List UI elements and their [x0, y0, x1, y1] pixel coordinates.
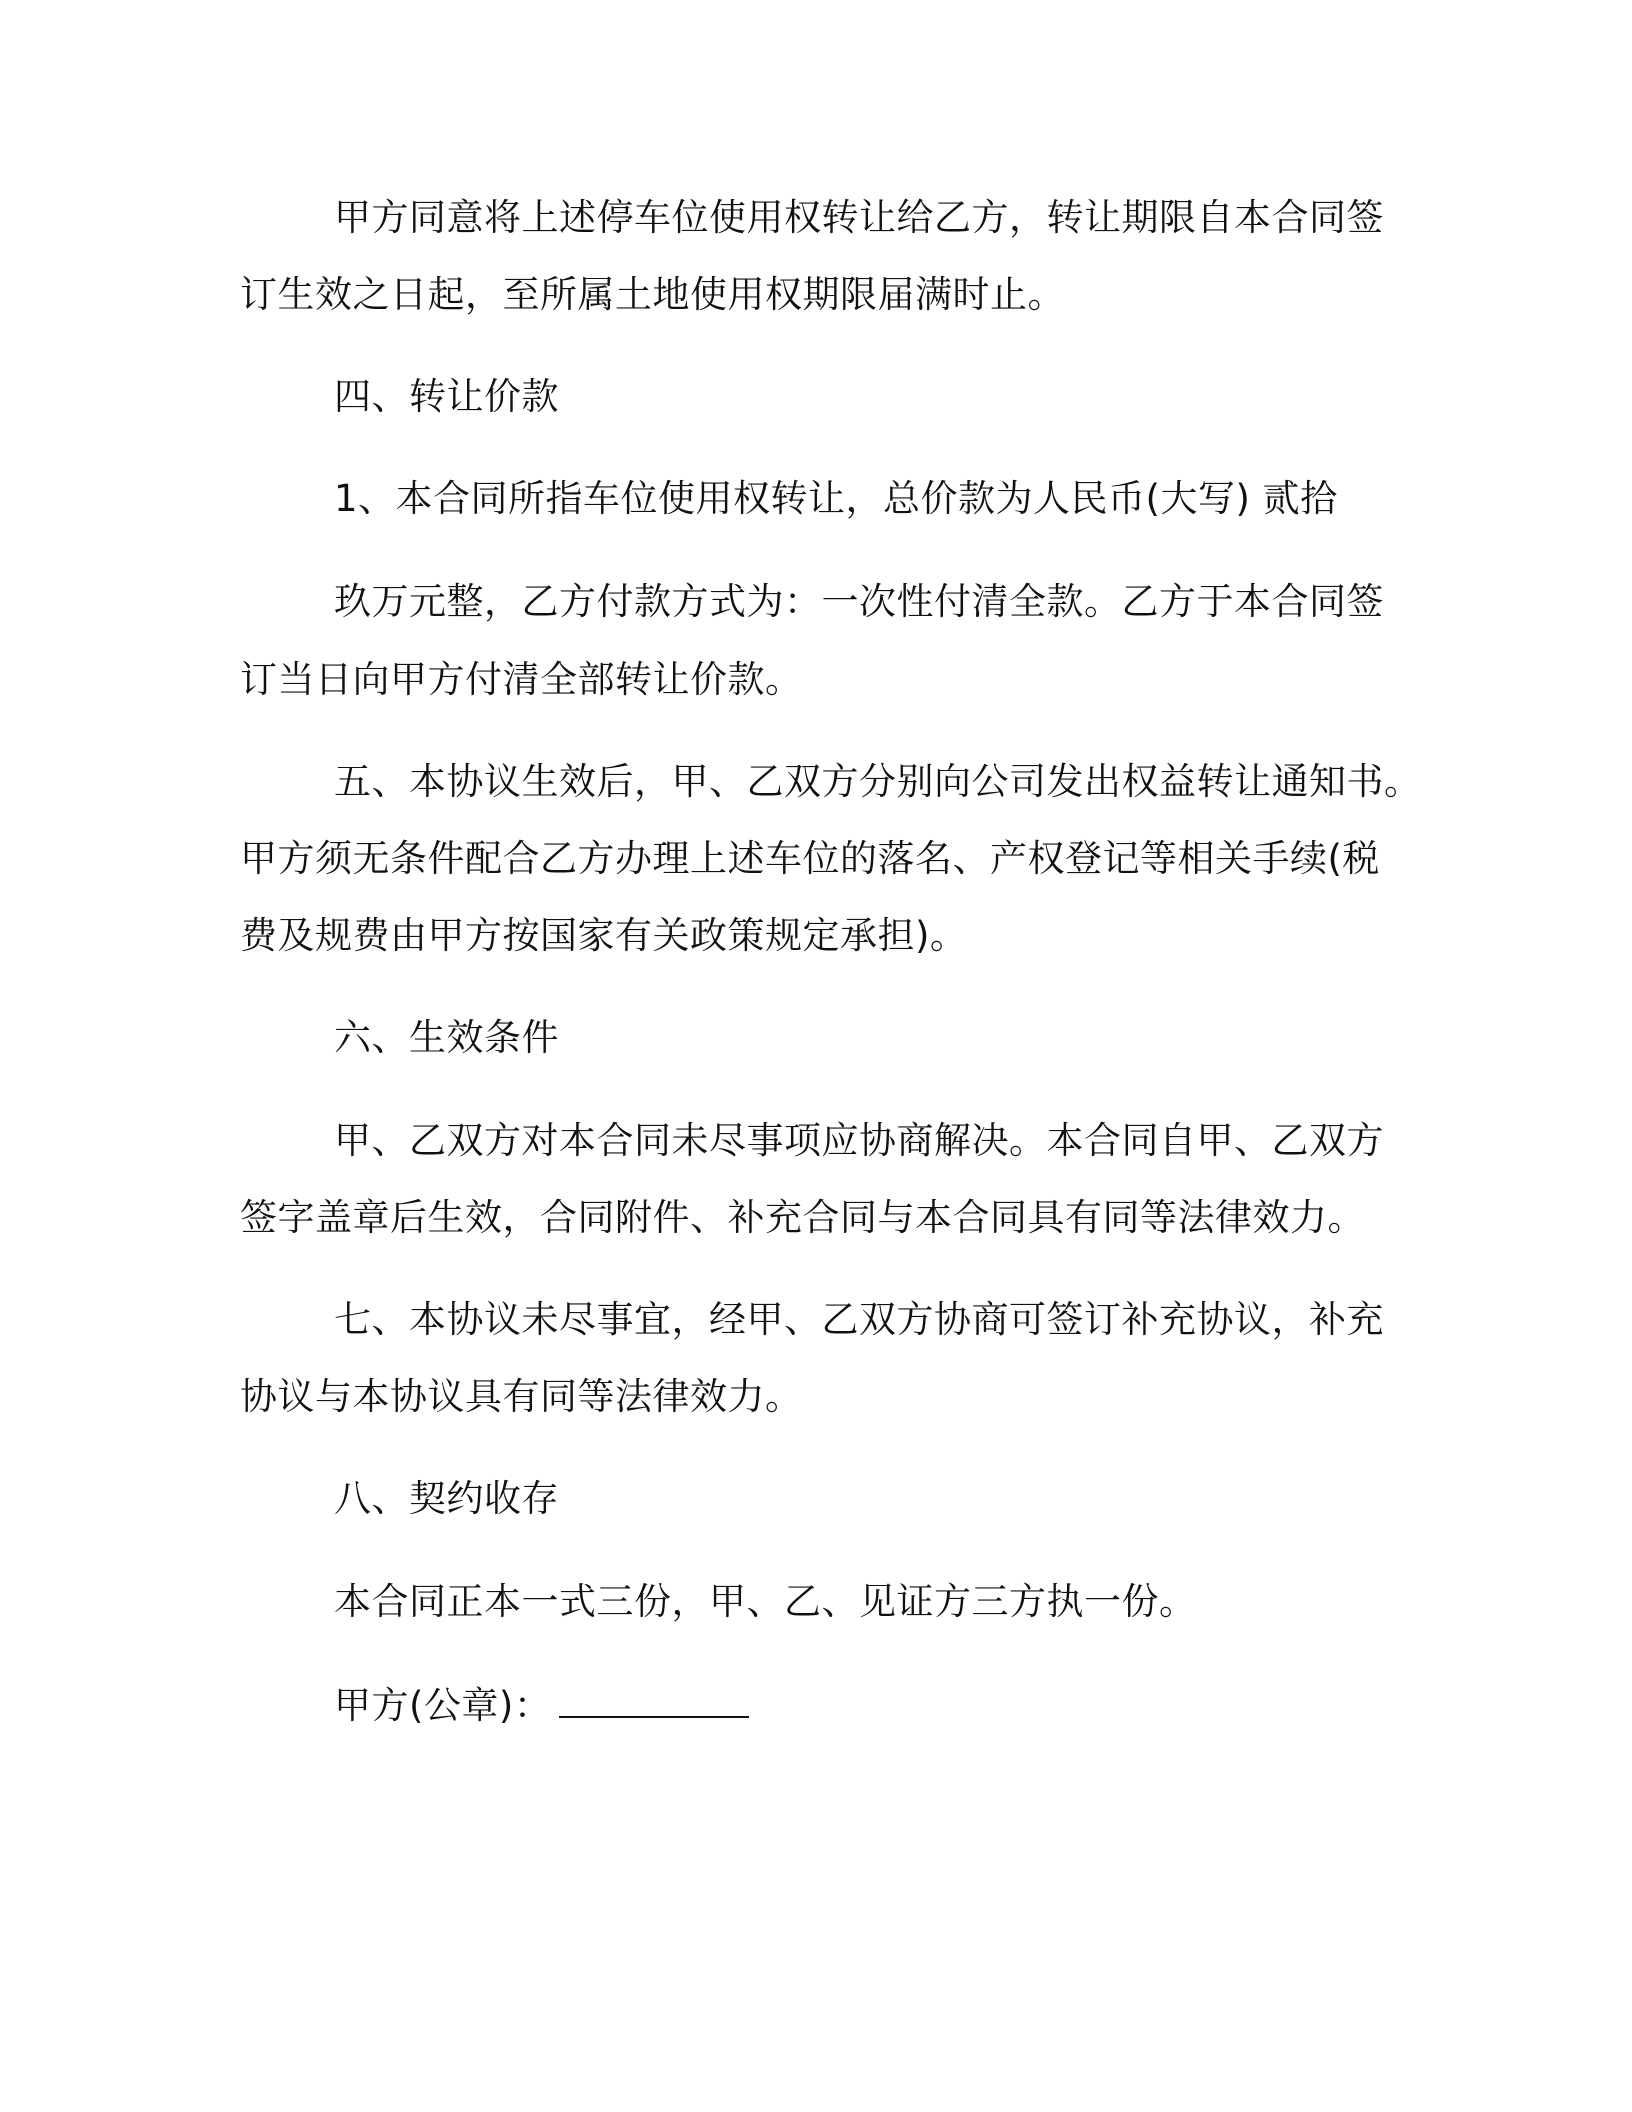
- paragraph-supplement-line-1: 七、本协议未尽事宜，经甲、乙双方协商可签订补充协议，补充: [334, 1298, 1384, 1341]
- section-heading-conditions: 六、生效条件: [334, 1016, 559, 1059]
- paragraph-transfer-term-line-2: 订生效之日起，至所属土地使用权期限届满时止。: [240, 273, 1065, 316]
- section-heading-copies: 八、契约收存: [334, 1477, 559, 1520]
- paragraph-payment-line-1: 玖万元整，乙方付款方式为：一次性付清全款。乙方于本合同签: [334, 580, 1384, 623]
- paragraph-price-line-1: 1、本合同所指车位使用权转让，总价款为人民币(大写) 贰拾: [334, 477, 1338, 520]
- paragraph-conditions-line-1: 甲、乙双方对本合同未尽事项应协商解决。本合同自甲、乙双方: [334, 1119, 1384, 1162]
- signature-line-party-a: [334, 1682, 1404, 1728]
- paragraph-payment-line-2: 订当日向甲方付清全部转让价款。: [240, 658, 803, 701]
- paragraph-transfer-term-line-1: 甲方同意将上述停车位使用权转让给乙方，转让期限自本合同签: [334, 196, 1384, 239]
- paragraph-effect-line-2: 甲方须无条件配合乙方办理上述车位的落名、产权登记等相关手续(税: [240, 837, 1380, 880]
- paragraph-copies: 本合同正本一式三份，甲、乙、见证方三方执一份。: [334, 1580, 1197, 1623]
- paragraph-conditions-line-2: 签字盖章后生效，合同附件、补充合同与本合同具有同等法律效力。: [240, 1196, 1365, 1239]
- paragraph-supplement-line-2: 协议与本协议具有同等法律效力。: [240, 1375, 803, 1418]
- signature-label-party-a: 甲方(公章)：: [334, 1684, 552, 1727]
- paragraph-effect-line-3: 费及规费由甲方按国家有关政策规定承担)。: [240, 914, 968, 957]
- section-heading-price: 四、转让价款: [334, 375, 559, 418]
- signature-blank-party-a[interactable]: [559, 1682, 749, 1718]
- paragraph-effect-line-1: 五、本协议生效后，甲、乙双方分别向公司发出权益转让通知书。: [334, 760, 1422, 803]
